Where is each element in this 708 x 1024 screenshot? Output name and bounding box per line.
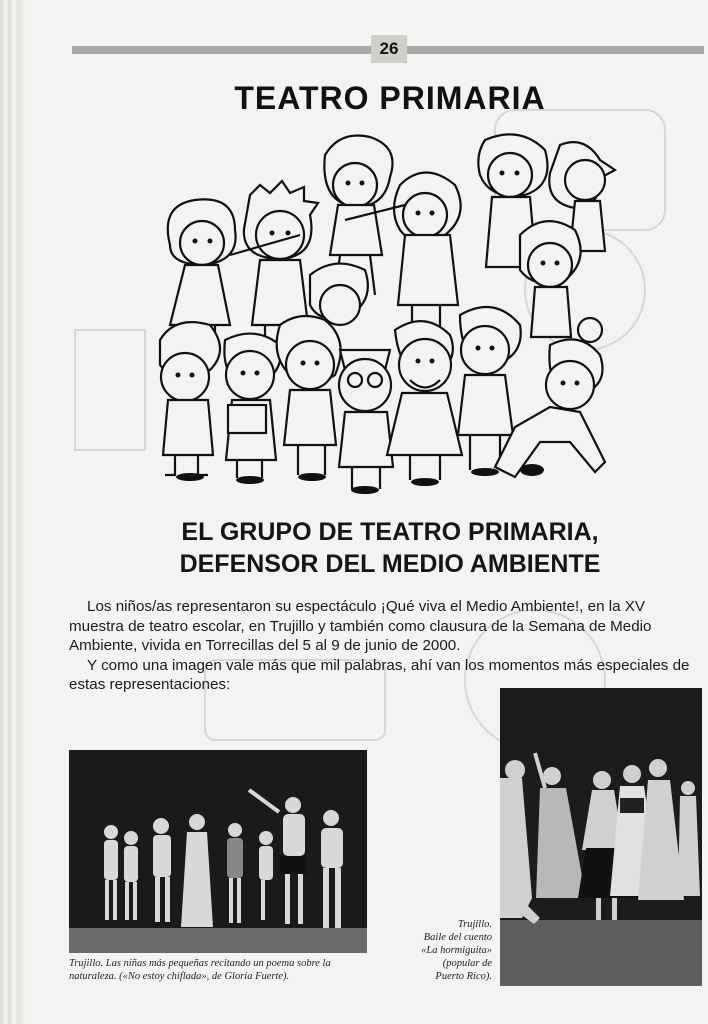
caption-right-line-5: Puerto Rico). bbox=[435, 971, 492, 982]
caption-right-line-4: (popular de bbox=[442, 958, 492, 969]
article-headline bbox=[90, 516, 690, 580]
stage-performance-photo bbox=[69, 750, 367, 953]
caption-left: Trujillo. Las niñas más pequeñas recitando un poema sobre la naturaleza. («No estoy chiflada», de Gloria Fuerte). bbox=[69, 958, 331, 982]
caption-right-line-1: Trujillo. bbox=[457, 919, 492, 930]
paragraph-1: Los niños/as representaron su espectáculo ¡Qué viva el Medio Ambiente!, en la XV muestra de teatro escolar, en Trujillo y también como clausura de la Semana de Medio Ambiente, vivida en Torrecillas del 5 al 9 de junio de 2000. bbox=[69, 598, 652, 654]
page-number: 26 bbox=[371, 35, 407, 63]
dance-performance-photo bbox=[500, 688, 702, 986]
article-body bbox=[69, 597, 704, 695]
children-group-cartoon-icon bbox=[140, 125, 635, 500]
caption-right bbox=[400, 918, 492, 983]
headline-line-1: EL GRUPO DE TEATRO PRIMARIA, bbox=[181, 518, 599, 546]
headline-line-2: DEFENSOR DEL MEDIO AMBIENTE bbox=[179, 550, 601, 578]
caption-right-line-2: Baile del cuento bbox=[423, 932, 492, 943]
paragraph-2: Y como una imagen vale más que mil palabras, ahí van los momentos más especiales de estas representaciones: bbox=[69, 656, 690, 693]
page-edge bbox=[0, 0, 26, 1024]
caption-right-line-3: «La hormiguita» bbox=[421, 945, 492, 956]
page-title: TEATRO PRIMARIA bbox=[234, 80, 546, 116]
